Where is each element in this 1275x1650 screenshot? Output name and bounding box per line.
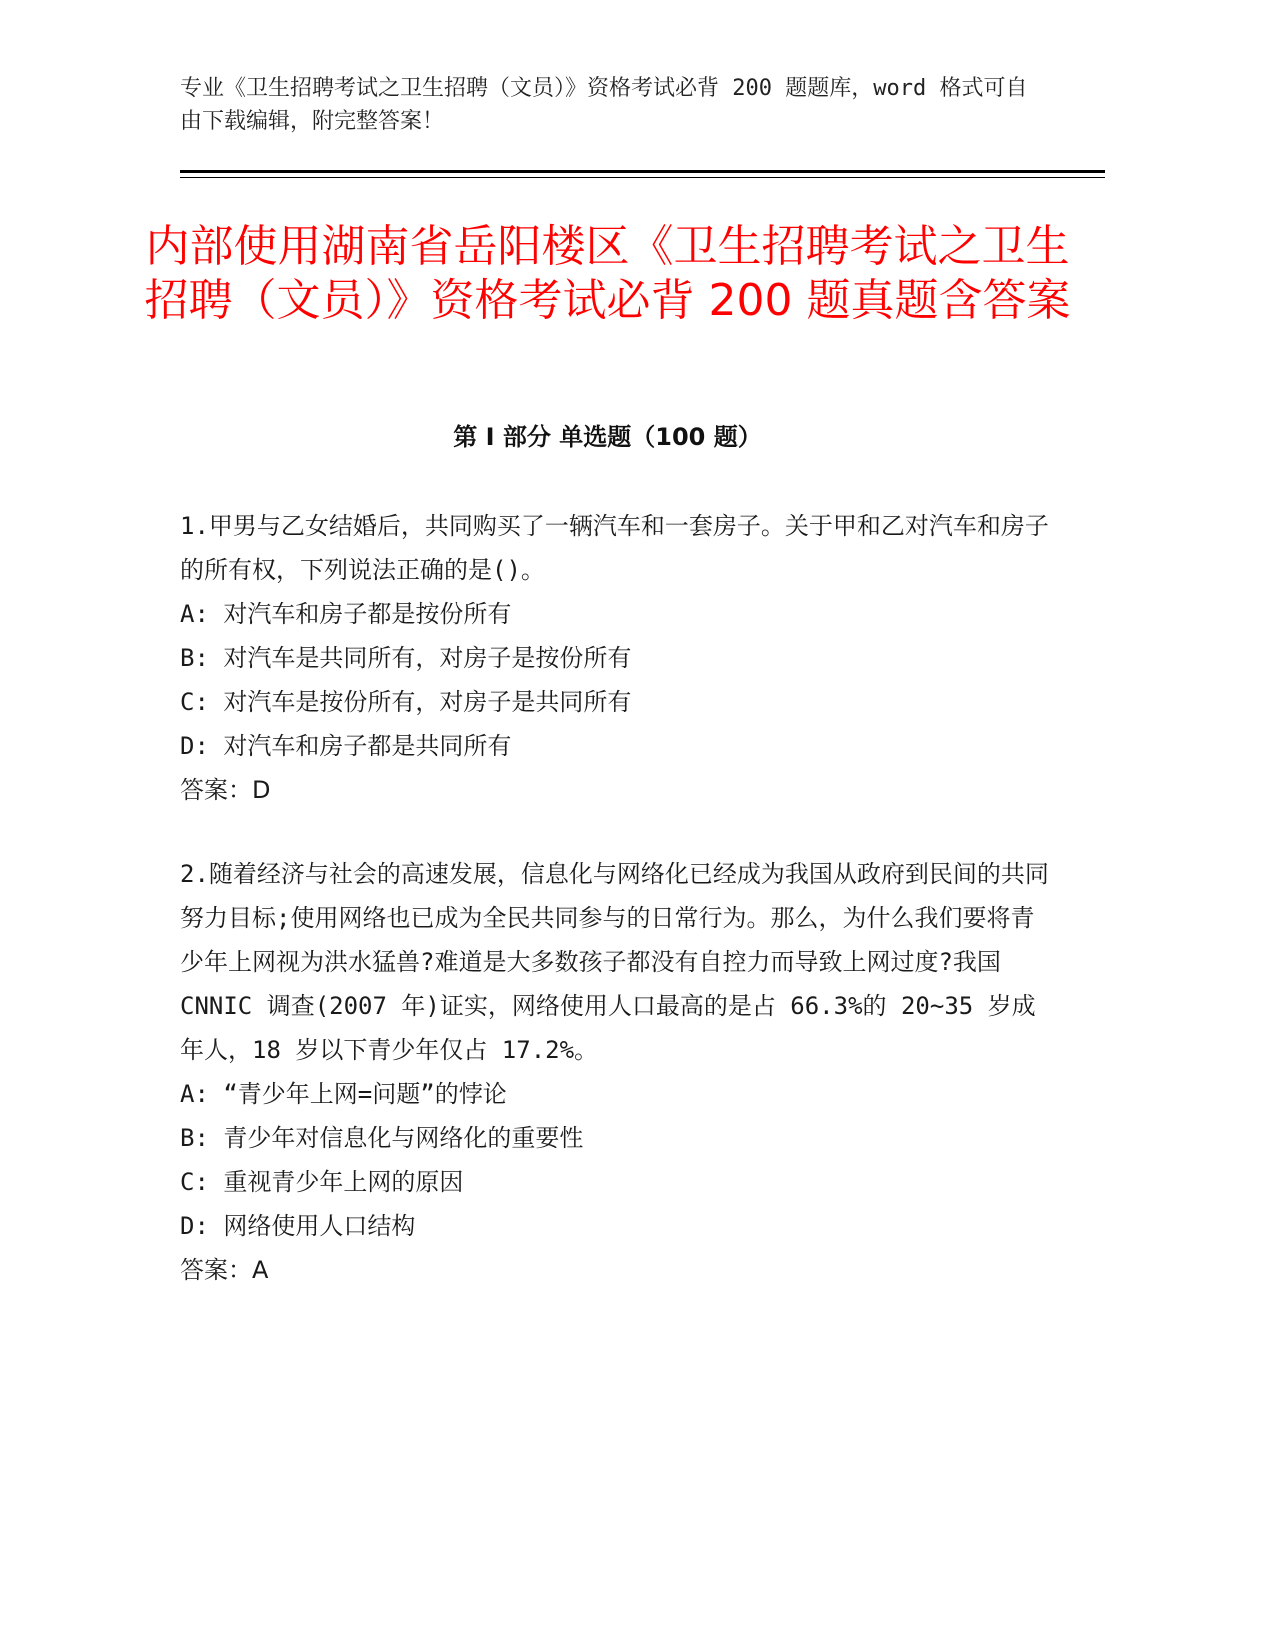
question-1 <box>180 504 1050 812</box>
question-2 <box>180 852 1050 1292</box>
option-a: A: “青少年上网=问题”的悖论 <box>180 1080 507 1108</box>
option-a: A: 对汽车和房子都是按份所有 <box>180 600 512 628</box>
option-b: B: 对汽车是共同所有，对房子是按份所有 <box>180 644 632 672</box>
answer: 答案：D <box>180 776 271 804</box>
header-note: 专业《卫生招聘考试之卫生招聘（文员）》资格考试必背 200 题题库，word 格式可自由下载编辑，附完整答案！ <box>180 76 1028 134</box>
option-c: C: 重视青少年上网的原因 <box>180 1168 464 1196</box>
option-c: C: 对汽车是按份所有，对房子是共同所有 <box>180 688 632 716</box>
question-stem: 2.随着经济与社会的高速发展，信息化与网络化已经成为我国从政府到民间的共同努力目标;使用网络也已成为全民共同参与的日常行为。那么，为什么我们要将青少年上网视为洪水猛兽?难道是大多数孩子都没有自控力而导致上网过度?我国 CNNIC 调查(2007 年)证实，网络使用人口最高的是占 66.3%的 20~35 岁成年人，18 岁以下青少年仅占 17.2%。 <box>180 860 1049 1064</box>
section-title: 第 I 部分 单选题（100 题） <box>453 423 762 451</box>
option-b: B: 青少年对信息化与网络化的重要性 <box>180 1124 584 1152</box>
header-rule-thin <box>180 177 1105 178</box>
answer: 答案：A <box>180 1256 269 1284</box>
document-title: 内部使用湖南省岳阳楼区《卫生招聘考试之卫生招聘（文员）》资格考试必背 200 题真题含答案 <box>144 221 1071 326</box>
option-d: D: 网络使用人口结构 <box>180 1212 416 1240</box>
option-d: D: 对汽车和房子都是共同所有 <box>180 732 512 760</box>
header-rule-thick <box>180 170 1105 173</box>
question-stem: 1.甲男与乙女结婚后，共同购买了一辆汽车和一套房子。关于甲和乙对汽车和房子的所有权，下列说法正确的是()。 <box>180 512 1049 584</box>
